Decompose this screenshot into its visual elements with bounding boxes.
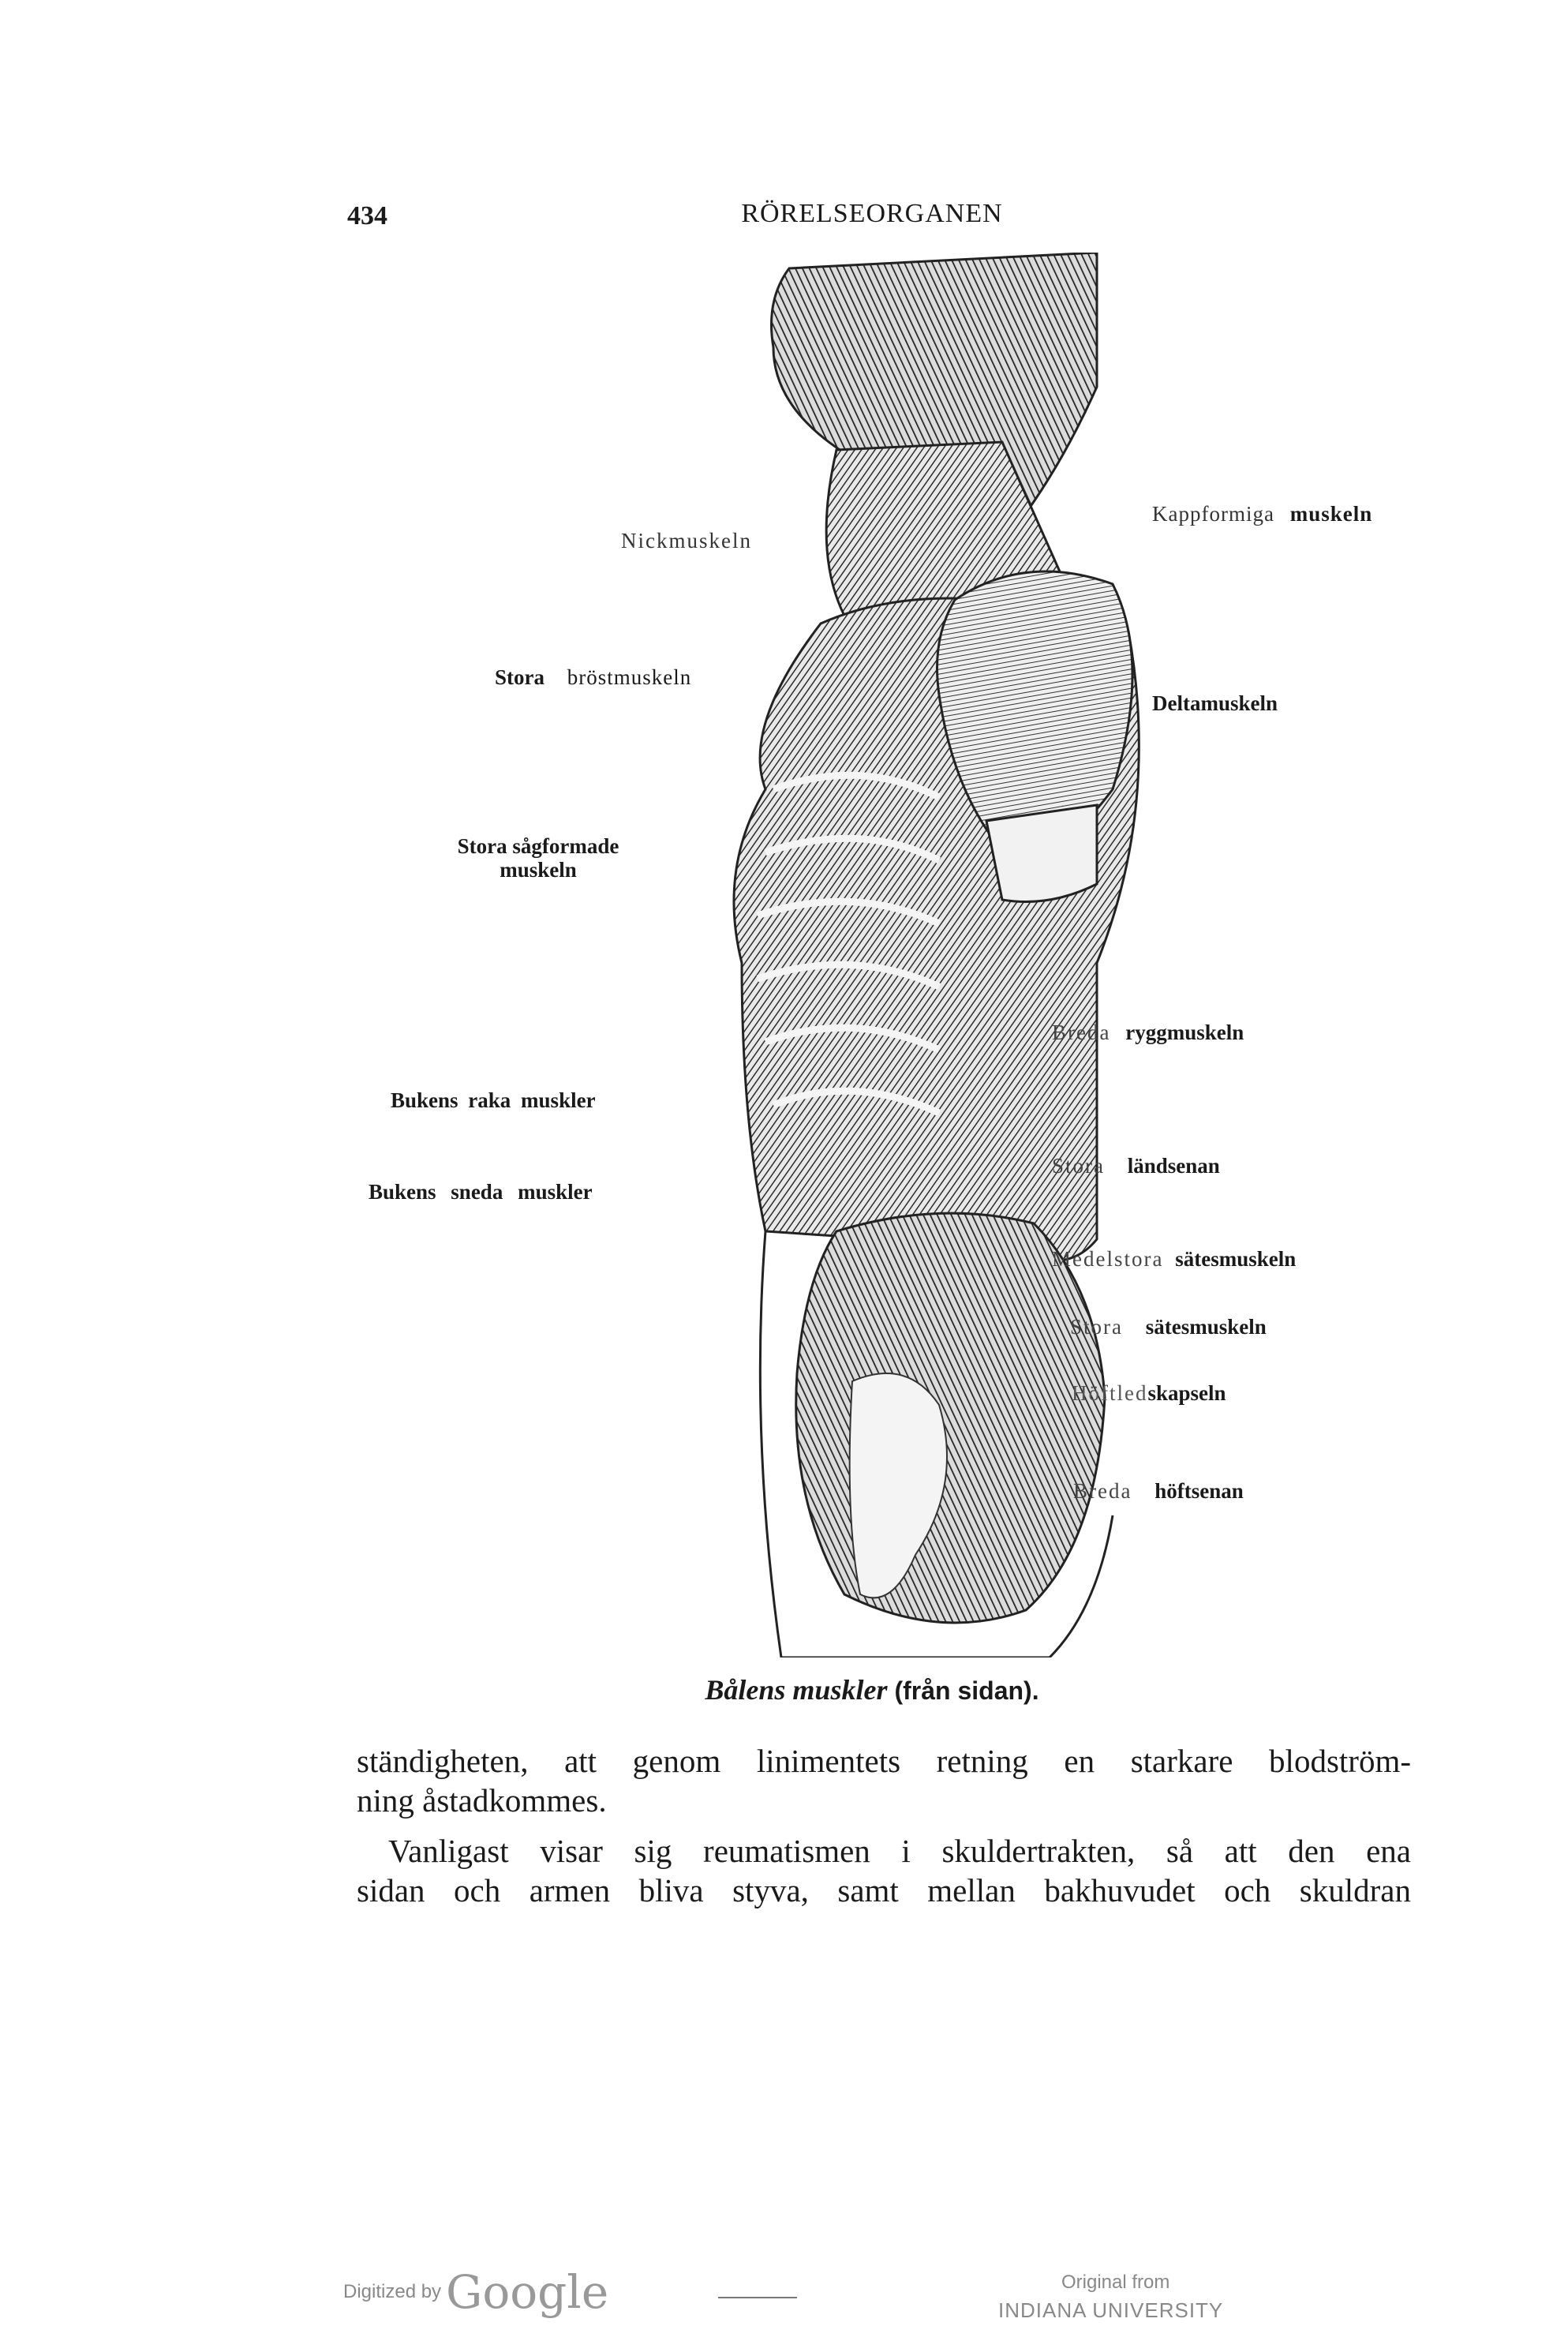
original-from-text: Original from [1061, 2272, 1170, 2293]
body-line-3: Vanligast visar sig reumatismen i skuldertrakten, så att den ena [388, 1833, 1411, 1869]
page-number: 434 [347, 201, 387, 230]
label-medelstora-satesmuskeln [1052, 1247, 1296, 1271]
label-bukens-raka [391, 1088, 596, 1112]
label-deltamuskeln [1152, 691, 1278, 715]
label-breda-rygg-w2: ryggmuskeln [1125, 1021, 1244, 1044]
label-medelstora-w1: Medelstora [1052, 1247, 1164, 1271]
label-kappformiga [1152, 502, 1372, 526]
label-hoftled-w2: skapseln [1147, 1381, 1226, 1405]
label-stora-sate-w1: Stora [1070, 1315, 1123, 1339]
body-line-4: sidan och armen bliva styva, samt mellan bakhuvudet och skuldran [357, 1872, 1411, 1908]
body-line-1: ständigheten, att genom linimentets retning en starkare blodström- [357, 1743, 1411, 1779]
label-stora-brostmuskeln [495, 665, 691, 689]
label-stora-sag-w1: Stora sågformade [457, 834, 619, 858]
label-stora-sagformade [436, 834, 641, 882]
label-stora-brost-w1: Stora [495, 665, 544, 689]
figure-caption [0, 1673, 1568, 1706]
label-stora-satesmuskeln [1070, 1315, 1267, 1339]
muscle-illustration [655, 253, 1207, 1657]
label-medelstora-w2: sätesmuskeln [1175, 1247, 1297, 1271]
label-breda-hoft-w1: Breda [1073, 1479, 1132, 1503]
label-bukens-raka-text: Bukens raka muskler [391, 1088, 596, 1112]
body-line-2: ning åstadkommes. [357, 1782, 607, 1818]
label-stora-sate-w2: sätesmuskeln [1145, 1315, 1267, 1339]
label-kappformiga-w2: muskeln [1289, 502, 1373, 526]
label-breda-hoft-w2: höftsenan [1154, 1479, 1244, 1503]
gluteal-region [796, 1213, 1105, 1623]
label-hoftledskapseln [1072, 1381, 1226, 1405]
digitized-by-text: Digitized by [343, 2281, 442, 2302]
label-stora-landsenan [1052, 1154, 1220, 1178]
label-breda-ryggmuskeln [1052, 1021, 1244, 1044]
body-text [357, 1741, 1411, 1910]
label-stora-sag-w2: muskeln [500, 858, 577, 882]
university-text: INDIANA UNIVERSITY [998, 2298, 1224, 2322]
label-nickmuskeln [621, 529, 752, 552]
label-deltamuskeln-text: Deltamuskeln [1152, 691, 1278, 715]
label-kappformiga-w1: Kappformiga [1152, 502, 1274, 526]
label-nickmuskeln-text: Nickmuskeln [621, 529, 752, 552]
label-stora-land-w2: ländsenan [1127, 1154, 1220, 1178]
caption-suffix: (från sidan). [894, 1676, 1039, 1705]
label-bukens-sneda-text: Bukens sneda muskler [369, 1180, 593, 1204]
label-breda-rygg-w1: Breda [1052, 1021, 1111, 1044]
google-logo: Google [446, 2265, 609, 2319]
label-stora-brost-w2: bröstmuskeln [567, 665, 692, 689]
label-breda-hoftsenan [1073, 1479, 1244, 1503]
footer-rule [718, 2297, 797, 2298]
label-hoftled-w1: Höftled [1072, 1381, 1148, 1405]
running-title: RÖRELSEORGANEN [741, 199, 1003, 228]
caption-main: Bålens muskler [705, 1674, 888, 1706]
label-bukens-sneda [369, 1180, 593, 1204]
label-stora-land-w1: Stora [1052, 1154, 1105, 1178]
